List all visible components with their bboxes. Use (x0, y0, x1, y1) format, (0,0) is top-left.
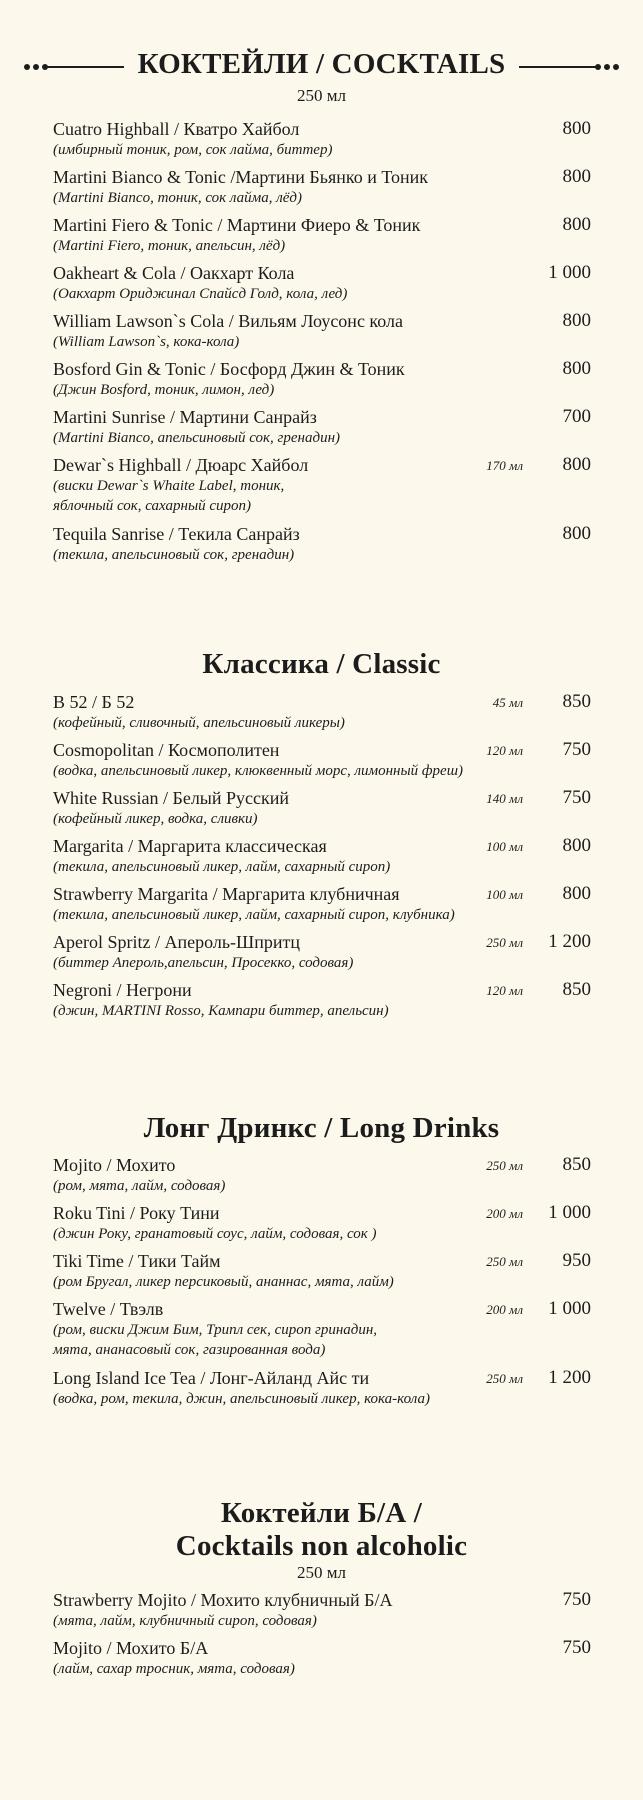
item-price: 950 (562, 1250, 591, 1271)
item-description: (джин Року, гранатовый соус, лайм, содовая, сок ) (53, 1226, 377, 1242)
item-description: (ром Бругал, ликер персиковый, ананнас, мята, лайм) (53, 1274, 394, 1290)
item-price: 800 (562, 118, 591, 139)
menu-item (53, 738, 591, 786)
section-volume: 250 мл (297, 1563, 346, 1582)
item-description: (Martini Bianco, апельсиновый сок, гренадин) (53, 430, 341, 446)
menu-item (53, 1249, 591, 1297)
item-price: 800 (562, 214, 591, 235)
item-description: (текила, апельсиновый ликер, лайм, сахарный сироп, клубника) (53, 907, 455, 923)
menu-item (53, 1588, 591, 1636)
item-volume: 140 мл (486, 791, 523, 806)
menu-item (53, 1201, 591, 1249)
item-description: (Джин Bosford, тоник, лимон, лед) (53, 382, 275, 398)
item-price: 1 000 (548, 262, 591, 283)
item-price: 800 (562, 454, 591, 475)
item-name: Bosford Gin & Tonic / Босфорд Джин & Тоник (53, 359, 405, 379)
menu-list-classic (53, 690, 591, 1026)
item-volume: 170 мл (486, 458, 523, 473)
item-description: (кофейный ликер, водка, сливки) (53, 811, 258, 827)
item-price: 700 (562, 406, 591, 427)
item-description: (текила, апельсиновый ликер, лайм, сахарный сироп) (53, 859, 391, 875)
section-classic (0, 648, 643, 680)
menu-item (53, 1636, 591, 1684)
menu-item (53, 882, 591, 930)
item-name: Long Island Ice Tea / Лонг-Айланд Айс ти (53, 1368, 370, 1388)
item-name: Martini Fiero & Tonic / Мартини Фиеро & Тоник (53, 215, 421, 235)
menu-item (53, 786, 591, 834)
section-title: КОКТЕЙЛИ / COCKTAILS (137, 48, 506, 80)
item-name: Martini Sunrise / Мартини Санрайз (53, 407, 317, 427)
item-price: 1 000 (548, 1202, 591, 1223)
item-price: 800 (562, 523, 591, 544)
item-description: (текила, апельсиновый сок, гренадин) (53, 547, 295, 563)
item-price: 750 (562, 787, 591, 808)
item-description: (кофейный, сливочный, апельсиновый ликеры) (53, 715, 345, 731)
item-description: (Martini Bianco, тоник, сок лайма, лёд) (53, 190, 302, 206)
item-description: (ром, мята, лайм, содовая) (53, 1178, 226, 1194)
item-description: (William Lawson`s, кока-кола) (53, 334, 240, 350)
ornament-left-icon (24, 63, 124, 67)
item-price: 800 (562, 166, 591, 187)
menu-item (53, 405, 591, 453)
item-price: 800 (562, 358, 591, 379)
menu-item (53, 453, 591, 522)
item-price: 800 (562, 883, 591, 904)
item-price: 850 (562, 979, 591, 1000)
item-name: Margarita / Маргарита классическая (53, 836, 327, 856)
item-description: (водка, апельсиновый ликер, клюквенный морс, лимонный фреш) (53, 763, 464, 779)
item-name: Oakheart & Cola / Оакхарт Кола (53, 263, 295, 283)
menu-item (53, 1297, 591, 1366)
item-volume: 120 мл (486, 743, 523, 758)
menu-item (53, 978, 591, 1026)
menu-item (53, 165, 591, 213)
menu-list-cocktails (53, 117, 591, 570)
item-volume: 250 мл (486, 935, 523, 950)
item-volume: 120 мл (486, 983, 523, 998)
section-title-row (0, 48, 643, 86)
item-name: В 52 / Б 52 (53, 692, 135, 712)
menu-item (53, 834, 591, 882)
menu-item (53, 930, 591, 978)
item-name: Strawberry Mojito / Мохито клубничный Б/А (53, 1590, 393, 1610)
item-description: (мята, лайм, клубничный сироп, содовая) (53, 1613, 317, 1629)
item-name: Twelve / Твэлв (53, 1299, 164, 1319)
menu-item (53, 690, 591, 738)
item-name: Mojito / Мохито (53, 1155, 176, 1175)
item-price: 750 (562, 1637, 591, 1658)
section-cocktails (0, 48, 643, 106)
item-name: Strawberry Margarita / Маргарита клубничная (53, 884, 400, 904)
item-volume: 100 мл (486, 887, 523, 902)
item-name: Martini Bianco & Tonic /Мартини Бьянко и Тоник (53, 167, 428, 187)
item-volume: 250 мл (486, 1254, 523, 1269)
section-title: Классика / Classic (202, 648, 441, 680)
item-description: (Martini Fiero, тоник, апельсин, лёд) (53, 238, 286, 254)
item-price: 1 000 (548, 1298, 591, 1319)
item-price: 800 (562, 310, 591, 331)
item-name: Tequila Sanrise / Текила Санрайз (53, 524, 300, 544)
menu-list-non-alcoholic (53, 1588, 591, 1684)
item-description: (ром, виски Джим Бим, Трипл сек, сироп гринадин, мята, ананасовый сок, газированная вода) (53, 1322, 378, 1358)
section-title: Лонг Дринкс / Long Drinks (143, 1112, 500, 1144)
item-price: 1 200 (548, 1367, 591, 1388)
item-price: 1 200 (548, 931, 591, 952)
item-price: 750 (562, 1589, 591, 1610)
item-name: Aperol Spritz / Апероль-Шпритц (53, 932, 300, 952)
section-title: Коктейли Б/А / Cocktails non alcoholic (175, 1497, 468, 1562)
item-name: Roku Tini / Року Тини (53, 1203, 220, 1223)
item-price: 850 (562, 691, 591, 712)
ornament-right-icon (519, 63, 619, 67)
item-name: Negroni / Негрони (53, 980, 192, 1000)
item-volume: 200 мл (486, 1302, 523, 1317)
item-name: Dewar`s Highball / Дюарс Хайбол (53, 455, 309, 475)
item-volume: 250 мл (486, 1371, 523, 1386)
menu-item (53, 1366, 591, 1414)
item-name: Cuatro Highball / Кватро Хайбол (53, 119, 300, 139)
item-name: William Lawson`s Cola / Вильям Лоусонс кола (53, 311, 403, 331)
menu-item (53, 309, 591, 357)
item-name: Mojito / Мохито Б/А (53, 1638, 209, 1658)
item-price: 800 (562, 835, 591, 856)
item-volume: 250 мл (486, 1158, 523, 1173)
item-description: (имбирный тоник, ром, сок лайма, биттер) (53, 142, 333, 158)
item-description: (водка, ром, текила, джин, апельсиновый ликер, кока-кола) (53, 1391, 430, 1407)
menu-item (53, 522, 591, 570)
item-description: (лайм, сахар тросник, мята, содовая) (53, 1661, 295, 1677)
item-description: (джин, MARTINI Rosso, Кампари биттер, апельсин) (53, 1003, 389, 1019)
section-non-alcoholic (0, 1497, 643, 1583)
item-price: 850 (562, 1154, 591, 1175)
item-volume: 200 мл (486, 1206, 523, 1221)
item-volume: 100 мл (486, 839, 523, 854)
menu-item (53, 117, 591, 165)
item-price: 750 (562, 739, 591, 760)
menu-item (53, 261, 591, 309)
menu-item (53, 1153, 591, 1201)
item-description: (Оакхарт Ориджинал Спайсд Голд, кола, лед) (53, 286, 348, 302)
item-description: (биттер Апероль,апельсин, Просекко, содовая) (53, 955, 354, 971)
section-volume: 250 мл (297, 86, 346, 105)
section-long-drinks (0, 1112, 643, 1144)
menu-item (53, 213, 591, 261)
item-description: (виски Dewar`s Whaite Label, тоник, яблочный сок, сахарный сироп) (53, 478, 285, 514)
item-name: Cosmopolitan / Космополитен (53, 740, 280, 760)
menu-item (53, 357, 591, 405)
item-name: Tiki Time / Тики Тайм (53, 1251, 221, 1271)
item-name: White Russian / Белый Русский (53, 788, 290, 808)
item-volume: 45 мл (492, 695, 523, 710)
menu-list-long-drinks (53, 1153, 591, 1414)
